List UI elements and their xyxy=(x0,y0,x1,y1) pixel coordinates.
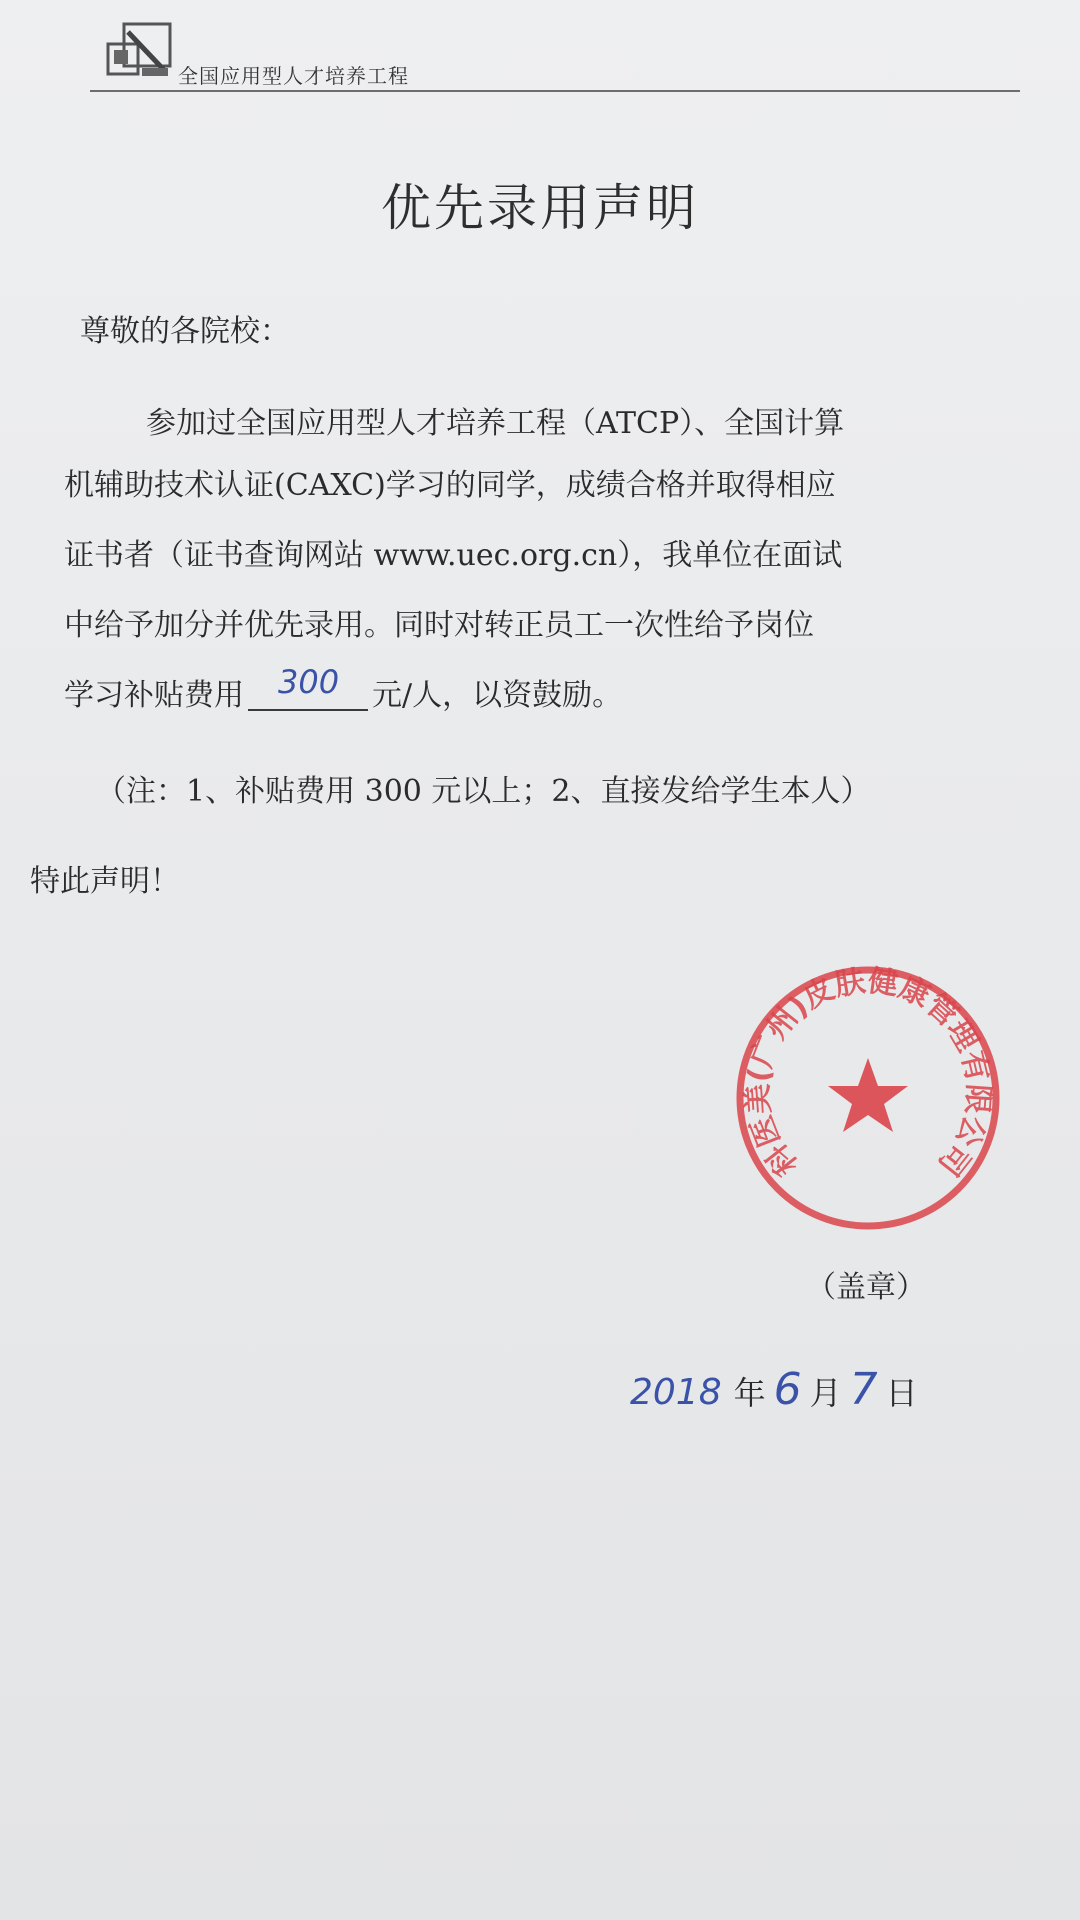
seal-star-icon xyxy=(828,1058,908,1132)
subsidy-prefix: 学习补贴费用 xyxy=(64,678,244,713)
date-year-handwritten: 2018 xyxy=(630,1372,722,1413)
stamp-caption: （盖章） xyxy=(806,1270,926,1305)
body-line-4: 中给予加分并优先录用。同时对转正员工一次性给予岗位 xyxy=(64,608,814,643)
seal-text: 科医美(广州)皮肤健康管理有限公司 xyxy=(740,963,996,1183)
body-line-2: 机辅助技术认证(CAXC)学习的同学，成绩合格并取得相应 xyxy=(64,468,836,503)
body-line-3: 证书者（证书查询网站 www.uec.org.cn），我单位在面试 xyxy=(64,538,843,573)
subsidy-amount-handwritten: 300 xyxy=(278,663,340,701)
letterhead xyxy=(90,18,1020,90)
closing-line: 特此声明！ xyxy=(30,864,180,899)
subsidy-line xyxy=(64,663,623,714)
project-logo-icon xyxy=(104,20,178,86)
letterhead-divider xyxy=(90,90,1020,92)
date-year-label: 年 xyxy=(733,1374,766,1412)
note-line: （注：1、补贴费用 300 元以上；2、直接发给学生本人） xyxy=(96,774,871,809)
date-day-label: 日 xyxy=(885,1374,918,1412)
subsidy-suffix: 元/人，以资鼓励。 xyxy=(372,678,623,713)
page-title: 优先录用声明 xyxy=(381,179,699,237)
letterhead-project-name: 全国应用型人才培养工程 xyxy=(178,64,409,88)
signature-date xyxy=(630,1364,918,1415)
date-day-handwritten: 7 xyxy=(849,1364,878,1415)
salutation: 尊敬的各院校： xyxy=(80,314,290,349)
company-seal-stamp xyxy=(728,958,1008,1238)
body-line-1: 参加过全国应用型人才培养工程（ATCP）、全国计算 xyxy=(146,406,845,441)
date-month-label: 月 xyxy=(809,1374,842,1412)
date-month-handwritten: 6 xyxy=(773,1364,802,1415)
subsidy-amount-blank xyxy=(248,663,368,711)
